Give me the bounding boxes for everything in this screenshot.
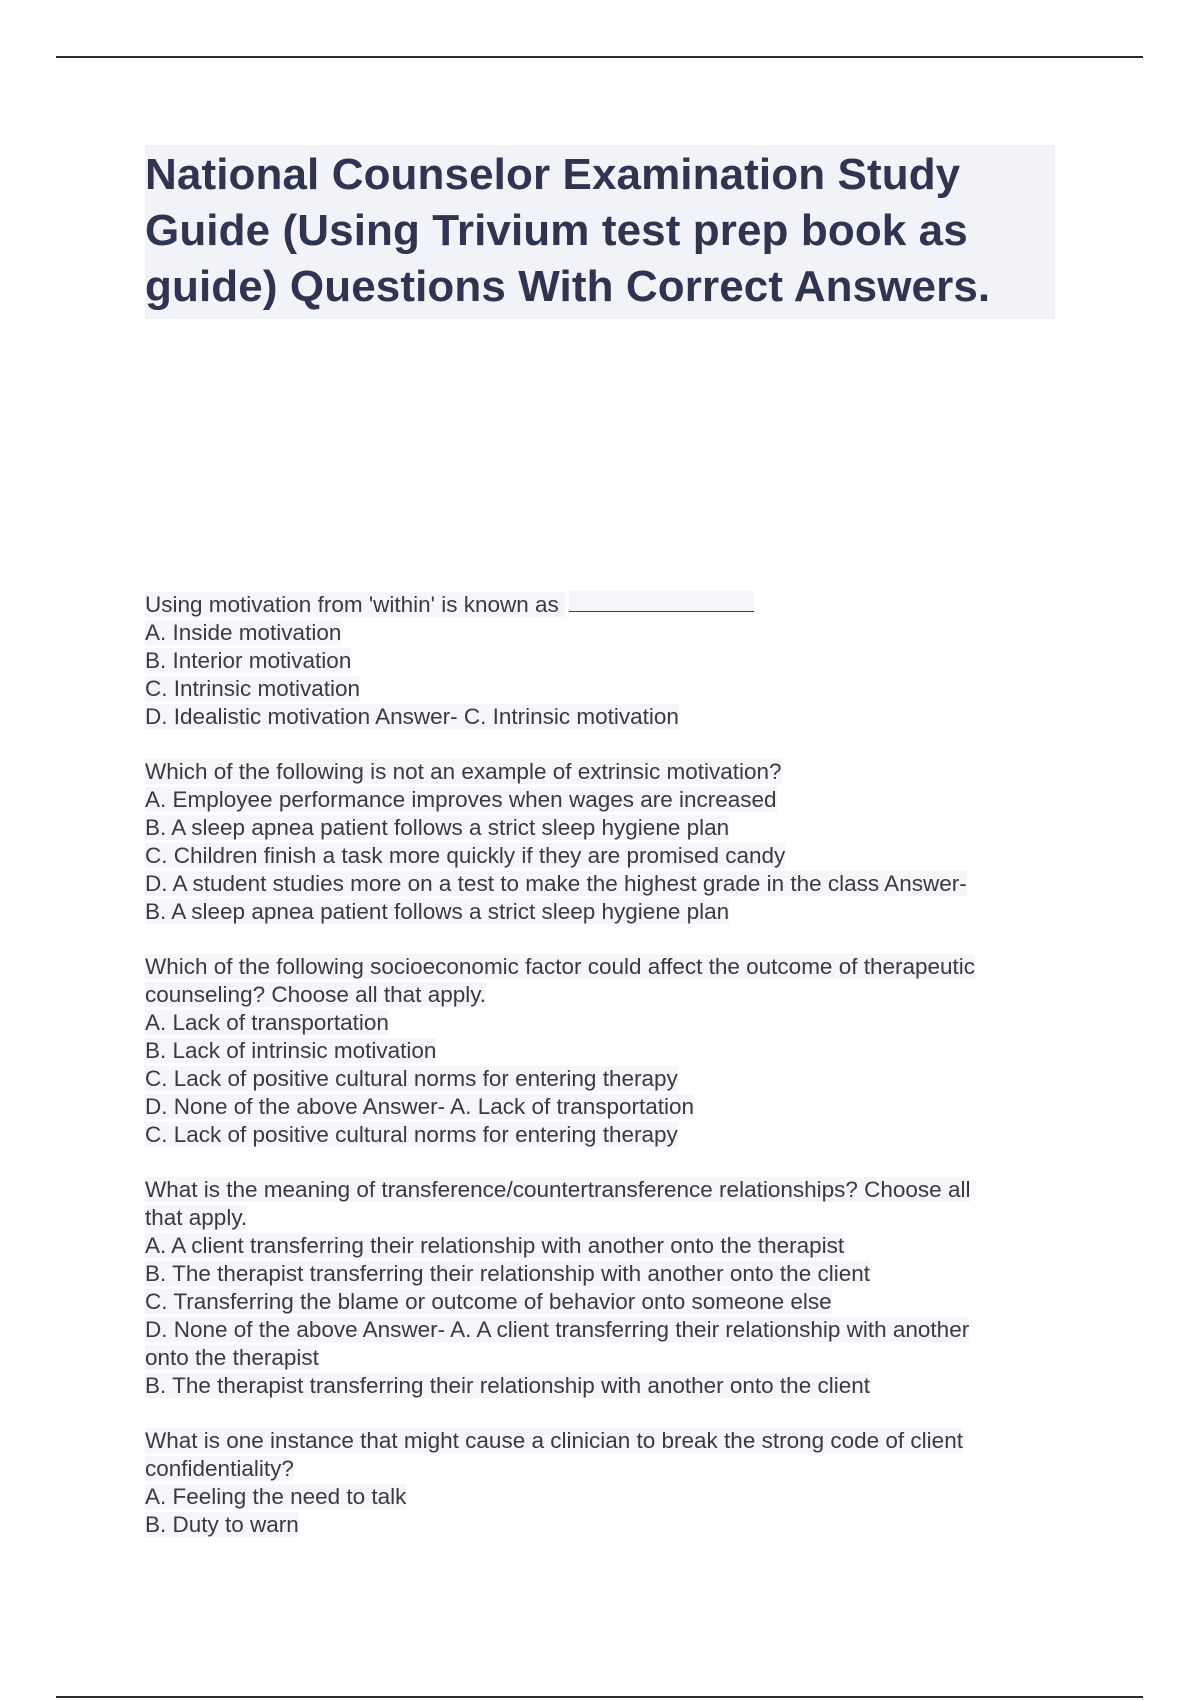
option-d-with-answer: D. None of the above Answer- A. Lack of transportation: [145, 1094, 695, 1119]
answer-continuation: B. The therapist transferring their relationship with another onto the client: [145, 1373, 870, 1398]
question-2-line-4: [145, 842, 1055, 870]
option-b: B. Duty to warn: [145, 1512, 299, 1537]
question-1-line-2: [145, 619, 1055, 647]
question-list: [145, 591, 1055, 1566]
option-c: C. Lack of positive cultural norms for entering therapy: [145, 1066, 678, 1091]
question-1-line-1: [145, 591, 1055, 619]
option-a: A. A client transferring their relationship with another onto the therapist: [145, 1233, 845, 1258]
option-a: A. Lack of transportation: [145, 1010, 389, 1035]
question-1-line-5: [145, 703, 1055, 731]
question-4: [145, 1176, 1055, 1400]
question-1-stem: Using motivation from 'within' is known as: [145, 592, 565, 617]
question-4-line-7: [145, 1344, 1055, 1372]
option-d-with-answer: D. Idealistic motivation Answer- C. Intrinsic motivation: [145, 704, 679, 729]
question-3-line-1: [145, 953, 1055, 981]
question-3-stem-continued: counseling? Choose all that apply.: [145, 982, 487, 1007]
question-1-line-4: [145, 675, 1055, 703]
option-d-with-answer: D. A student studies more on a test to make the highest grade in the class Answer-: [145, 871, 967, 896]
question-4-line-8: [145, 1372, 1055, 1400]
option-c: C. Intrinsic motivation: [145, 676, 361, 701]
top-rule: [56, 56, 1143, 58]
answer-continuation: onto the therapist: [145, 1345, 319, 1370]
question-2-line-6: [145, 898, 1055, 926]
option-b: B. The therapist transferring their relationship with another onto the client: [145, 1261, 870, 1286]
question-5: [145, 1427, 1055, 1539]
option-a: A. Employee performance improves when wages are increased: [145, 787, 777, 812]
option-a: A. Inside motivation: [145, 620, 342, 645]
option-a: A. Feeling the need to talk: [145, 1484, 407, 1509]
question-5-line-4: [145, 1511, 1055, 1539]
question-5-line-3: [145, 1483, 1055, 1511]
answer-continuation: C. Lack of positive cultural norms for entering therapy: [145, 1122, 678, 1147]
question-2-stem: Which of the following is not an example of extrinsic motivation?: [145, 759, 782, 784]
question-5-stem: What is one instance that might cause a clinician to break the strong code of client: [145, 1428, 963, 1453]
question-4-line-5: [145, 1288, 1055, 1316]
question-4-stem: What is the meaning of transference/countertransference relationships? Choose all: [145, 1177, 971, 1202]
question-2-line-2: [145, 786, 1055, 814]
question-2-line-1: [145, 758, 1055, 786]
question-4-line-6: [145, 1316, 1055, 1344]
question-4-line-2: [145, 1204, 1055, 1232]
question-5-line-1: [145, 1427, 1055, 1455]
question-1: [145, 591, 1055, 731]
question-3-line-5: [145, 1065, 1055, 1093]
question-2-line-3: [145, 814, 1055, 842]
document-title: National Counselor Examination Study Guide (Using Trivium test prep book as guide) Questions With Correct Answers.: [145, 150, 991, 311]
option-d-with-answer: D. None of the above Answer- A. A client transferring their relationship with another: [145, 1317, 970, 1342]
question-4-line-1: [145, 1176, 1055, 1204]
question-3: [145, 953, 1055, 1149]
question-4-line-4: [145, 1260, 1055, 1288]
question-4-line-3: [145, 1232, 1055, 1260]
question-1-line-3: [145, 647, 1055, 675]
question-4-stem-continued: that apply.: [145, 1205, 248, 1230]
option-c: C. Transferring the blame or outcome of behavior onto someone else: [145, 1289, 832, 1314]
question-3-line-7: [145, 1121, 1055, 1149]
question-3-line-4: [145, 1037, 1055, 1065]
question-5-line-2: [145, 1455, 1055, 1483]
question-3-line-6: [145, 1093, 1055, 1121]
title-block: [145, 145, 1055, 319]
question-5-stem-continued: confidentiality?: [145, 1456, 294, 1481]
option-b: B. Lack of intrinsic motivation: [145, 1038, 437, 1063]
question-3-stem: Which of the following socioeconomic factor could affect the outcome of therapeutic: [145, 954, 976, 979]
answer-blank: [569, 591, 754, 612]
bottom-rule: [56, 1696, 1143, 1698]
question-3-line-2: [145, 981, 1055, 1009]
option-b: B. Interior motivation: [145, 648, 352, 673]
answer-continuation: B. A sleep apnea patient follows a strict sleep hygiene plan: [145, 899, 730, 924]
option-c: C. Children finish a task more quickly if they are promised candy: [145, 843, 786, 868]
question-2: [145, 758, 1055, 926]
question-3-line-3: [145, 1009, 1055, 1037]
question-2-line-5: [145, 870, 1055, 898]
option-b: B. A sleep apnea patient follows a strict sleep hygiene plan: [145, 815, 730, 840]
